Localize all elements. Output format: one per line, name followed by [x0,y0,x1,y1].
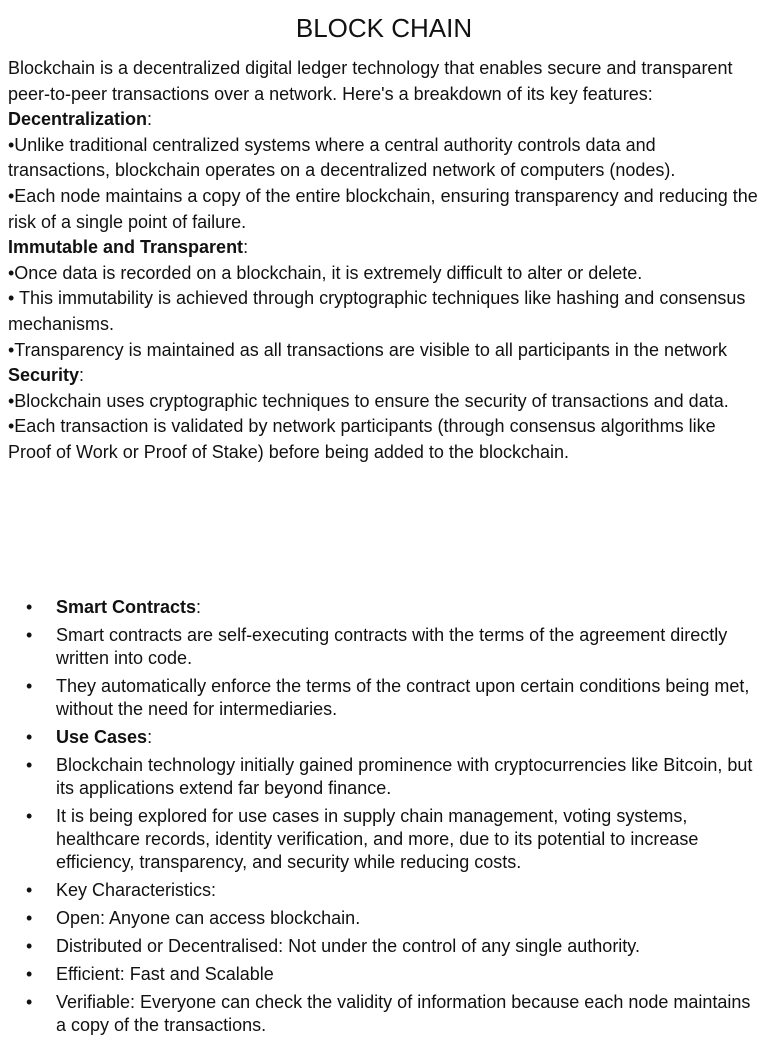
section-point: •Transparency is maintained as all transactions are visible to all participants in the network [8,339,727,360]
section-point: •Once data is recorded on a blockchain, it is extremely difficult to alter or delete. [8,262,643,283]
bullet-icon: • [26,908,33,928]
page-title: BLOCK CHAIN [295,13,473,43]
bullet-icon: • [26,880,33,900]
section-point: •Each node maintains a copy of the entire blockchain, ensuring transparency and reducing the risk of a single point of failure. [8,185,758,232]
list-item: • Use Cases: [26,727,153,747]
bullet-icon: • [26,936,33,956]
bullet-icon: • [26,597,33,617]
bullet-list [0,596,760,1042]
bullet-icon: • [26,727,33,747]
section-point: •Each transaction is validated by network participants (through consensus algorithms like Proof of Work or Proof of Stake) before being added to the blockchain. [8,416,716,462]
section-point: • This immutability is achieved through cryptographic techniques like hashing and consensus mechanisms. [8,288,746,334]
section-heading-immutable: Immutable and Transparent: [8,237,249,258]
section-point: •Blockchain uses cryptographic techniques to ensure the security of transactions and data. [8,390,729,411]
bullet-icon: • [26,806,33,826]
intro-paragraph: Blockchain is a decentralized digital ledger technology that enables secure and transparent peer-to-peer transactions over a network. Here's a breakdown of its key features: [8,58,733,104]
list-item: • Smart Contracts: [26,597,202,617]
list-item: • They automatically enforce the terms of the contract upon certain conditions being met, without the need for intermediaries. [26,676,750,719]
bullet-icon: • [26,992,33,1012]
bullet-icon: • [26,625,33,645]
list-item: • Smart contracts are self-executing contracts with the terms of the agreement directly written into code. [26,625,728,668]
bullet-icon: • [26,964,33,984]
body-text [8,56,758,466]
list-item: • It is being explored for use cases in supply chain management, voting systems, healthcare records, identity verification, and more, due to its potential to increase efficiency, transparency, and security while reducing costs. [26,806,699,872]
list-item: • Blockchain technology initially gained prominence with cryptocurrencies like Bitcoin, but its applications extend far beyond finance. [26,755,753,798]
bullet-icon: • [26,755,33,775]
section-point: •Unlike traditional centralized systems where a central authority controls data and transactions, blockchain operates on a decentralized network of computers (nodes). [8,134,676,181]
list-item: • Open: Anyone can access blockchain. [26,908,361,928]
list-item: • Key Characteristics: [26,880,217,900]
list-item: • Distributed or Decentralised: Not under the control of any single authority. [26,936,640,956]
section-heading-security: Security: [8,365,85,386]
list-item: • Efficient: Fast and Scalable [26,964,274,984]
bullet-icon: • [26,676,33,696]
section-heading-decentralization: Decentralization: [8,109,153,130]
list-item: • Verifiable: Everyone can check the validity of information because each node maintains a copy of the transactions. [26,992,751,1035]
